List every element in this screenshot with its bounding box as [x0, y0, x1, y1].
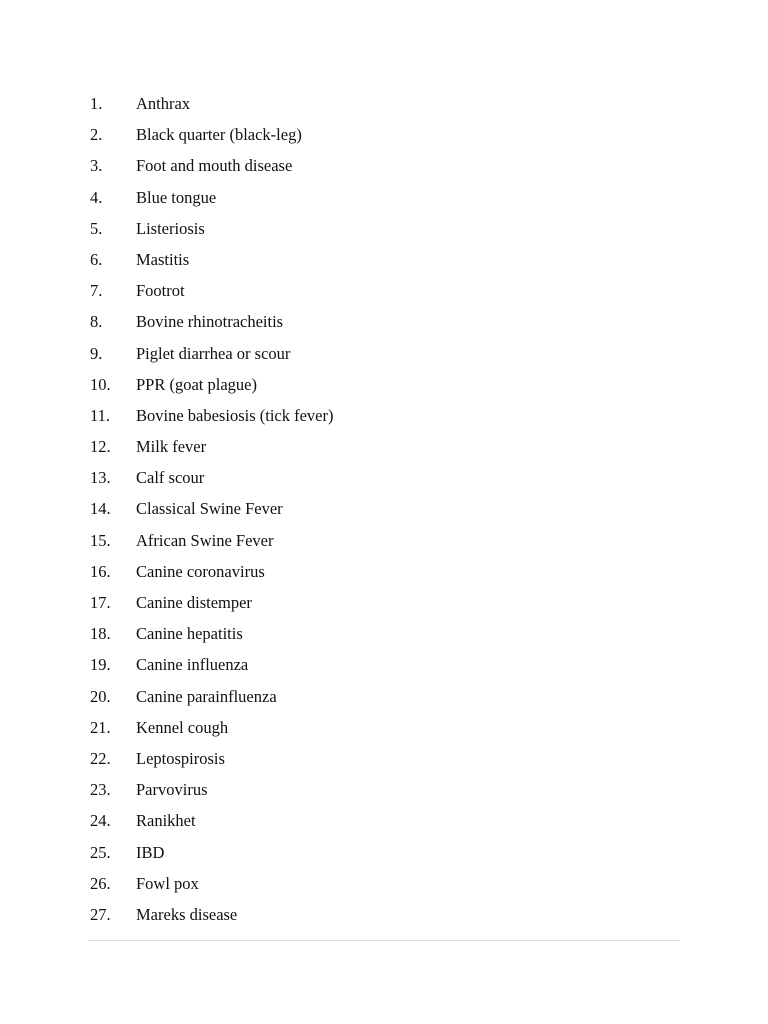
list-item-text: Leptospirosis — [136, 748, 225, 768]
list-item-text: Listeriosis — [136, 218, 205, 238]
list-item-text: Canine coronavirus — [136, 561, 265, 581]
list-item-text: Blue tongue — [136, 187, 217, 207]
list-item-text: Milk fever — [136, 437, 207, 457]
list-item-text: Canine parainfluenza — [136, 686, 277, 706]
list-item — [0, 275, 768, 306]
list-item-number: 13. — [90, 468, 111, 488]
list-item-text: PPR (goat plague) — [136, 374, 257, 394]
list-item-text: African Swine Fever — [136, 530, 274, 550]
list-item — [0, 868, 768, 899]
list-item-text: Anthrax — [136, 94, 191, 113]
list-item — [0, 431, 768, 462]
list-item-text: Foot and mouth disease — [136, 156, 293, 176]
list-item — [0, 338, 768, 369]
list-item-text: Bovine rhinotracheitis — [136, 312, 284, 332]
list-item-number: 18. — [90, 624, 111, 644]
list-item — [0, 618, 768, 649]
list-item — [0, 743, 768, 774]
list-item-number: 1. — [90, 94, 103, 113]
list-item — [0, 805, 768, 836]
list-item — [0, 774, 768, 805]
list-item-text: Mareks disease — [136, 904, 238, 924]
list-item-number: 15. — [90, 530, 111, 550]
list-item-number: 3. — [90, 156, 103, 176]
list-item — [0, 525, 768, 556]
list-item-text: Fowl pox — [136, 873, 199, 893]
list-item-number: 22. — [90, 748, 111, 768]
list-item — [0, 462, 768, 493]
list-item-number: 4. — [90, 187, 103, 207]
list-item-number: 19. — [90, 655, 111, 675]
list-item-number: 26. — [90, 873, 111, 893]
list-item-number: 11. — [90, 405, 111, 425]
list-item — [0, 119, 768, 150]
list-item-number: 12. — [90, 437, 111, 457]
list-item — [0, 369, 768, 400]
list-item-text: Canine hepatitis — [136, 624, 243, 644]
list-item-text: Classical Swine Fever — [136, 499, 283, 519]
list-item — [0, 556, 768, 587]
list-item-text: Parvovirus — [136, 780, 208, 800]
list-item-number: 24. — [90, 811, 111, 831]
list-item — [0, 213, 768, 244]
list-item — [0, 88, 768, 119]
list-item — [0, 681, 768, 712]
list-item-number: 20. — [90, 686, 111, 706]
list-item-number: 23. — [90, 780, 111, 800]
list-item-text: Footrot — [136, 281, 185, 301]
list-item-text: Ranikhet — [136, 811, 196, 831]
list-item — [0, 306, 768, 337]
list-item-text: Canine distemper — [136, 593, 252, 612]
list-item-text: Calf scour — [136, 468, 205, 488]
list-item-text: IBD — [136, 842, 165, 862]
disease-list — [0, 88, 768, 930]
list-item — [0, 649, 768, 680]
list-item — [0, 837, 768, 868]
list-item-number: 17. — [90, 593, 111, 612]
list-item — [0, 150, 768, 181]
list-item — [0, 493, 768, 524]
list-item-number: 25. — [90, 842, 111, 862]
list-item — [0, 587, 768, 618]
list-item-text: Canine influenza — [136, 655, 249, 675]
list-item-number: 9. — [90, 343, 103, 363]
list-item-number: 21. — [90, 717, 111, 737]
list-item-number: 6. — [90, 249, 103, 269]
list-item-number: 5. — [90, 218, 103, 238]
bottom-divider — [88, 940, 680, 941]
list-item-number: 16. — [90, 561, 111, 581]
list-item-number: 27. — [90, 904, 111, 924]
list-item-text: Kennel cough — [136, 717, 229, 737]
list-item-text: Mastitis — [136, 249, 190, 269]
list-item-number: 8. — [90, 312, 103, 332]
list-item-text: Bovine babesiosis (tick fever) — [136, 405, 334, 425]
list-item-number: 7. — [90, 281, 103, 301]
list-item-number: 2. — [90, 125, 103, 145]
list-item-number: 14. — [90, 499, 111, 519]
list-item-number: 10. — [90, 374, 111, 394]
list-item — [0, 400, 768, 431]
list-item-text: Black quarter (black-leg) — [136, 125, 302, 145]
list-item — [0, 182, 768, 213]
list-item — [0, 899, 768, 930]
list-item — [0, 244, 768, 275]
list-item — [0, 712, 768, 743]
list-item-text: Piglet diarrhea or scour — [136, 343, 291, 363]
